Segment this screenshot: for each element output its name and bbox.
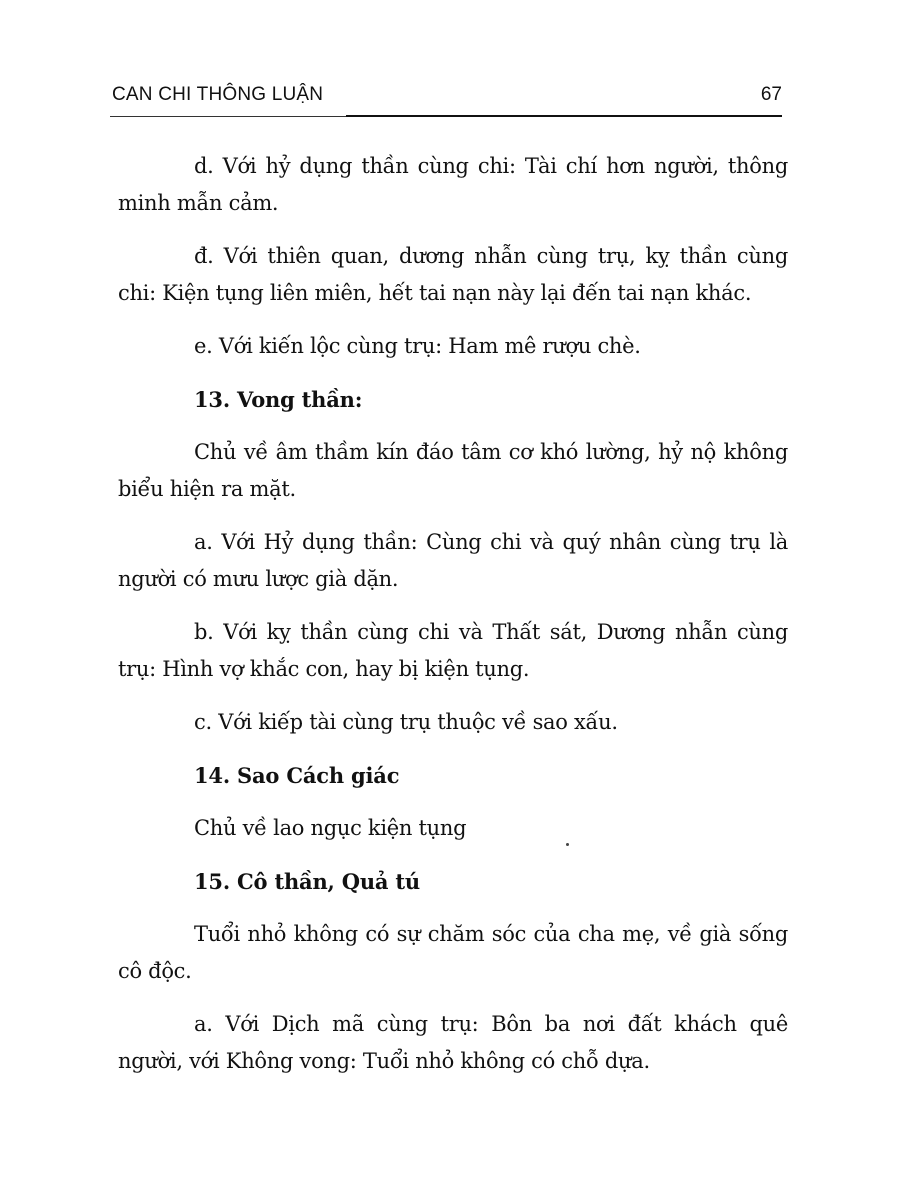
header-rule-heavy — [346, 115, 782, 117]
section-heading-14: 14. Sao Cách giác — [194, 763, 400, 788]
paragraph-b-ky-than: b. Với kỵ thần cùng chi và Thất sát, Dương nhẫn cùng trụ: Hình vợ khắc con, hay bị kiện tụng. — [118, 620, 788, 681]
body-text — [118, 148, 788, 1096]
paragraph-a-hy-dung-than: a. Với Hỷ dụng thần: Cùng chi và quý nhân cùng trụ là người có mưu lược già dặn. — [118, 530, 788, 591]
paragraph-d-hy-dung-than: d. Với hỷ dụng thần cùng chi: Tài chí hơn người, thông minh mẫn cảm. — [118, 154, 788, 215]
scan-speck — [566, 843, 569, 846]
paragraph-c-kiep-tai: c. Với kiếp tài cùng trụ thuộc về sao xấu. — [194, 710, 618, 734]
paragraph-a-dich-ma: a. Với Dịch mã cùng trụ: Bôn ba nơi đất khách quê người, với Không vong: Tuổi nhỏ không có chỗ dựa. — [118, 1012, 788, 1073]
paragraph-dd-thien-quan: đ. Với thiên quan, dương nhẫn cùng trụ, kỵ thần cùng chi: Kiện tụng liên miên, hết tai nạn này lại đến tai nạn khác. — [118, 244, 788, 305]
paragraph-cach-giac-intro: Chủ về lao ngục kiện tụng — [194, 816, 467, 840]
section-heading-15: 15. Cô thần, Quả tú — [194, 869, 420, 894]
page-header — [110, 80, 782, 114]
paragraph-vong-than-intro: Chủ về âm thầm kín đáo tâm cơ khó lường, hỷ nộ không biểu hiện ra mặt. — [118, 440, 788, 501]
paragraph-co-than-intro: Tuổi nhỏ không có sự chăm sóc của cha mẹ, về già sống cô độc. — [118, 922, 788, 983]
page-number: 67 — [760, 84, 782, 105]
section-heading-13: 13. Vong thần: — [194, 387, 363, 412]
paragraph-e-kien-loc: e. Với kiến lộc cùng trụ: Ham mê rượu chè. — [194, 334, 641, 358]
running-title: CAN CHI THÔNG LUẬN — [112, 84, 324, 105]
